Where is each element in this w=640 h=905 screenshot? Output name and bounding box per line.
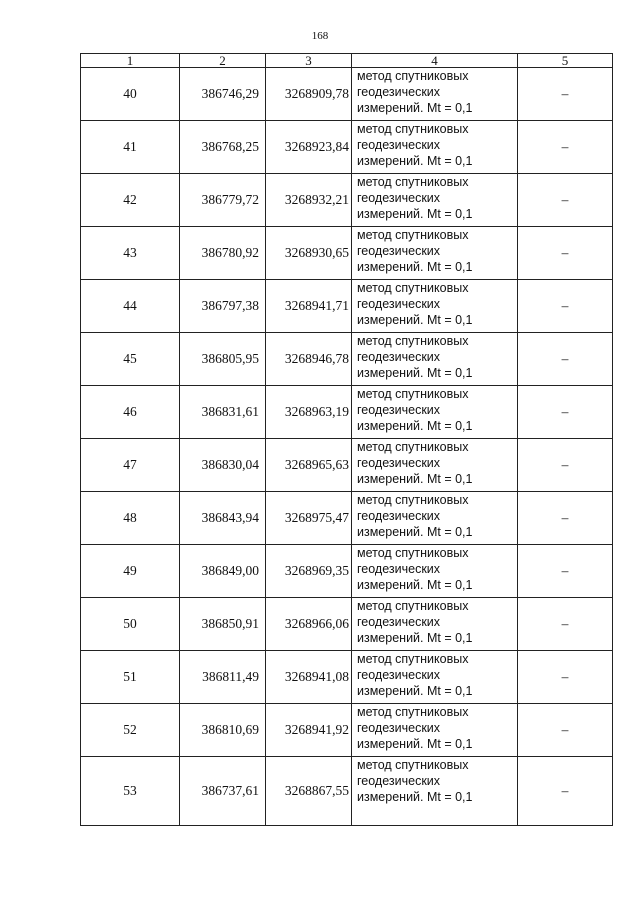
table-row — [81, 704, 613, 757]
method-line-1: метод спутниковых — [357, 69, 469, 83]
point-number-cell: 51 — [81, 651, 180, 704]
y-coordinate-cell: 3268963,19 — [266, 386, 352, 439]
table-row — [81, 545, 613, 598]
method-line-2: геодезических — [357, 668, 441, 682]
method-cell — [352, 492, 518, 545]
method-line-3: измерений. Mt = 0,1 — [357, 790, 473, 804]
point-number-cell: 40 — [81, 68, 180, 121]
table-row — [81, 227, 613, 280]
method-cell — [352, 651, 518, 704]
column-5-cell: – — [518, 333, 613, 386]
x-coordinate-cell: 386850,91 — [180, 598, 266, 651]
x-coordinate-cell: 386768,25 — [180, 121, 266, 174]
y-coordinate-cell: 3268969,35 — [266, 545, 352, 598]
y-coordinate-cell: 3268941,92 — [266, 704, 352, 757]
table-row — [81, 280, 613, 333]
method-line-2: геодезических — [357, 562, 441, 576]
method-line-2: геодезических — [357, 191, 441, 205]
method-line-1: метод спутниковых — [357, 493, 469, 507]
point-number-cell: 47 — [81, 439, 180, 492]
table-body — [81, 68, 613, 826]
x-coordinate-cell: 386811,49 — [180, 651, 266, 704]
x-coordinate-cell: 386843,94 — [180, 492, 266, 545]
table-row — [81, 492, 613, 545]
column-5-cell: – — [518, 704, 613, 757]
page-number: 168 — [311, 30, 329, 42]
method-cell — [352, 545, 518, 598]
method-line-3: измерений. Mt = 0,1 — [357, 154, 473, 168]
method-line-3: измерений. Mt = 0,1 — [357, 578, 473, 592]
column-header-1: 1 — [81, 54, 180, 68]
table-row — [81, 386, 613, 439]
method-line-1: метод спутниковых — [357, 387, 469, 401]
point-number-cell: 50 — [81, 598, 180, 651]
method-cell — [352, 121, 518, 174]
column-5-cell: – — [518, 439, 613, 492]
method-line-1: метод спутниковых — [357, 705, 469, 719]
method-line-3: измерений. Mt = 0,1 — [357, 101, 473, 115]
method-line-1: метод спутниковых — [357, 546, 469, 560]
y-coordinate-cell: 3268941,08 — [266, 651, 352, 704]
point-number-cell: 42 — [81, 174, 180, 227]
point-number-cell: 52 — [81, 704, 180, 757]
x-coordinate-cell: 386737,61 — [180, 757, 266, 826]
x-coordinate-cell: 386810,69 — [180, 704, 266, 757]
method-cell — [352, 227, 518, 280]
method-line-3: измерений. Mt = 0,1 — [357, 525, 473, 539]
y-coordinate-cell: 3268946,78 — [266, 333, 352, 386]
y-coordinate-cell: 3268909,78 — [266, 68, 352, 121]
method-cell — [352, 333, 518, 386]
coordinates-table — [80, 53, 613, 826]
method-line-1: метод спутниковых — [357, 175, 469, 189]
y-coordinate-cell: 3268932,21 — [266, 174, 352, 227]
y-coordinate-cell: 3268941,71 — [266, 280, 352, 333]
column-5-cell: – — [518, 227, 613, 280]
method-cell — [352, 704, 518, 757]
column-header-3: 3 — [266, 54, 352, 68]
method-line-1: метод спутниковых — [357, 122, 469, 136]
table-row — [81, 121, 613, 174]
method-line-2: геодезических — [357, 244, 441, 258]
method-line-3: измерений. Mt = 0,1 — [357, 207, 473, 221]
x-coordinate-cell: 386780,92 — [180, 227, 266, 280]
method-line-2: геодезических — [357, 456, 441, 470]
table-row — [81, 598, 613, 651]
point-number-cell: 41 — [81, 121, 180, 174]
y-coordinate-cell: 3268923,84 — [266, 121, 352, 174]
method-line-1: метод спутниковых — [357, 334, 469, 348]
column-5-cell: – — [518, 545, 613, 598]
point-number-cell: 46 — [81, 386, 180, 439]
column-5-cell: – — [518, 280, 613, 333]
method-cell — [352, 439, 518, 492]
method-line-3: измерений. Mt = 0,1 — [357, 366, 473, 380]
table-header-row — [81, 54, 613, 68]
method-line-3: измерений. Mt = 0,1 — [357, 260, 473, 274]
point-number-cell: 44 — [81, 280, 180, 333]
table-row — [81, 439, 613, 492]
column-header-4: 4 — [352, 54, 518, 68]
column-5-cell: – — [518, 598, 613, 651]
method-line-1: метод спутниковых — [357, 599, 469, 613]
method-line-1: метод спутниковых — [357, 281, 469, 295]
point-number-cell: 48 — [81, 492, 180, 545]
method-line-3: измерений. Mt = 0,1 — [357, 313, 473, 327]
method-line-2: геодезических — [357, 615, 441, 629]
method-line-2: геодезических — [357, 138, 441, 152]
method-line-3: измерений. Mt = 0,1 — [357, 631, 473, 645]
y-coordinate-cell: 3268975,47 — [266, 492, 352, 545]
column-5-cell: – — [518, 174, 613, 227]
column-5-cell: – — [518, 121, 613, 174]
method-line-2: геодезических — [357, 509, 441, 523]
method-line-2: геодезических — [357, 774, 441, 788]
point-number-cell: 53 — [81, 757, 180, 826]
x-coordinate-cell: 386830,04 — [180, 439, 266, 492]
method-cell — [352, 598, 518, 651]
method-line-2: геодезических — [357, 403, 441, 417]
point-number-cell: 45 — [81, 333, 180, 386]
method-line-1: метод спутниковых — [357, 440, 469, 454]
method-cell — [352, 174, 518, 227]
point-number-cell: 49 — [81, 545, 180, 598]
method-line-2: геодезических — [357, 297, 441, 311]
column-5-cell: – — [518, 68, 613, 121]
table-row — [81, 68, 613, 121]
method-line-2: геодезических — [357, 721, 441, 735]
method-cell — [352, 757, 518, 826]
column-5-cell: – — [518, 492, 613, 545]
point-number-cell: 43 — [81, 227, 180, 280]
table-row — [81, 651, 613, 704]
method-line-1: метод спутниковых — [357, 758, 469, 772]
table-row — [81, 174, 613, 227]
y-coordinate-cell: 3268930,65 — [266, 227, 352, 280]
x-coordinate-cell: 386779,72 — [180, 174, 266, 227]
method-cell — [352, 68, 518, 121]
column-5-cell: – — [518, 757, 613, 826]
y-coordinate-cell: 3268867,55 — [266, 757, 352, 826]
y-coordinate-cell: 3268966,06 — [266, 598, 352, 651]
method-cell — [352, 280, 518, 333]
method-cell — [352, 386, 518, 439]
table-row — [81, 757, 613, 826]
y-coordinate-cell: 3268965,63 — [266, 439, 352, 492]
method-line-3: измерений. Mt = 0,1 — [357, 419, 473, 433]
x-coordinate-cell: 386746,29 — [180, 68, 266, 121]
x-coordinate-cell: 386805,95 — [180, 333, 266, 386]
method-line-1: метод спутниковых — [357, 228, 469, 242]
column-header-2: 2 — [180, 54, 266, 68]
method-line-3: измерений. Mt = 0,1 — [357, 472, 473, 486]
table-row — [81, 333, 613, 386]
column-5-cell: – — [518, 386, 613, 439]
method-line-2: геодезических — [357, 350, 441, 364]
x-coordinate-cell: 386797,38 — [180, 280, 266, 333]
column-header-5: 5 — [518, 54, 613, 68]
column-5-cell: – — [518, 651, 613, 704]
method-line-3: измерений. Mt = 0,1 — [357, 737, 473, 751]
x-coordinate-cell: 386849,00 — [180, 545, 266, 598]
method-line-3: измерений. Mt = 0,1 — [357, 684, 473, 698]
method-line-2: геодезических — [357, 85, 441, 99]
method-line-1: метод спутниковых — [357, 652, 469, 666]
x-coordinate-cell: 386831,61 — [180, 386, 266, 439]
